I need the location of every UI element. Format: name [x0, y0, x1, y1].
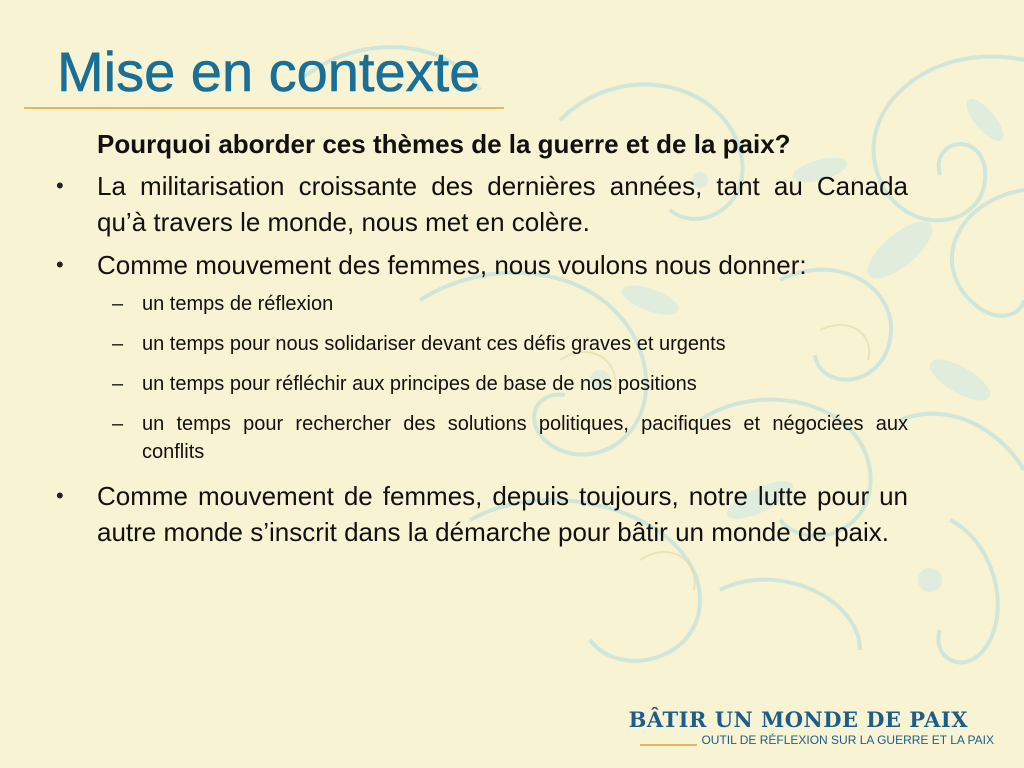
dash-icon: – [112, 373, 124, 395]
footer-tagline: OUTIL DE RÉFLEXION SUR LA GUERRE ET LA PAIX [697, 733, 994, 747]
dash-icon: – [112, 413, 124, 435]
question-heading: Pourquoi aborder ces thèmes de la guerre et de la paix? [97, 129, 791, 159]
sub-item-text: un temps de réflexion [142, 293, 334, 315]
sub-item-text: un temps pour réfléchir aux principes de base de nos positions [142, 373, 697, 395]
bullet-icon: • [56, 173, 64, 198]
bullet-item [56, 478, 908, 550]
slide-body [56, 127, 908, 557]
sub-item [56, 290, 908, 318]
sub-item [56, 410, 908, 466]
dash-icon: – [112, 333, 124, 355]
title-divider [24, 107, 504, 109]
bullet-icon: • [56, 483, 64, 508]
bullet-item [56, 247, 908, 283]
sub-item-text: un temps pour nous solidariser devant ces défis graves et urgents [142, 333, 726, 355]
sub-item [56, 370, 908, 398]
bullet-text: La militarisation croissante des dernières années, tant au Canada qu’à travers le monde, nous met en colère. [97, 171, 908, 237]
bullet-text: Comme mouvement de femmes, depuis toujours, notre lutte pour un autre monde s’inscrit dans la démarche pour bâtir un monde de paix. [97, 481, 908, 547]
sub-item-text: un temps pour rechercher des solutions politiques, pacifiques et négociées aux conflits [142, 413, 908, 463]
sub-item [56, 330, 908, 358]
footer-brand: BÂTIR UN MONDE DE PAIX [628, 707, 968, 732]
bullet-icon: • [56, 252, 64, 277]
bullet-text: Comme mouvement des femmes, nous voulons nous donner: [97, 250, 807, 280]
sub-list [56, 290, 908, 466]
dash-icon: – [112, 293, 124, 315]
page-title: Mise en contexte [57, 40, 481, 103]
bullet-item [56, 168, 908, 240]
